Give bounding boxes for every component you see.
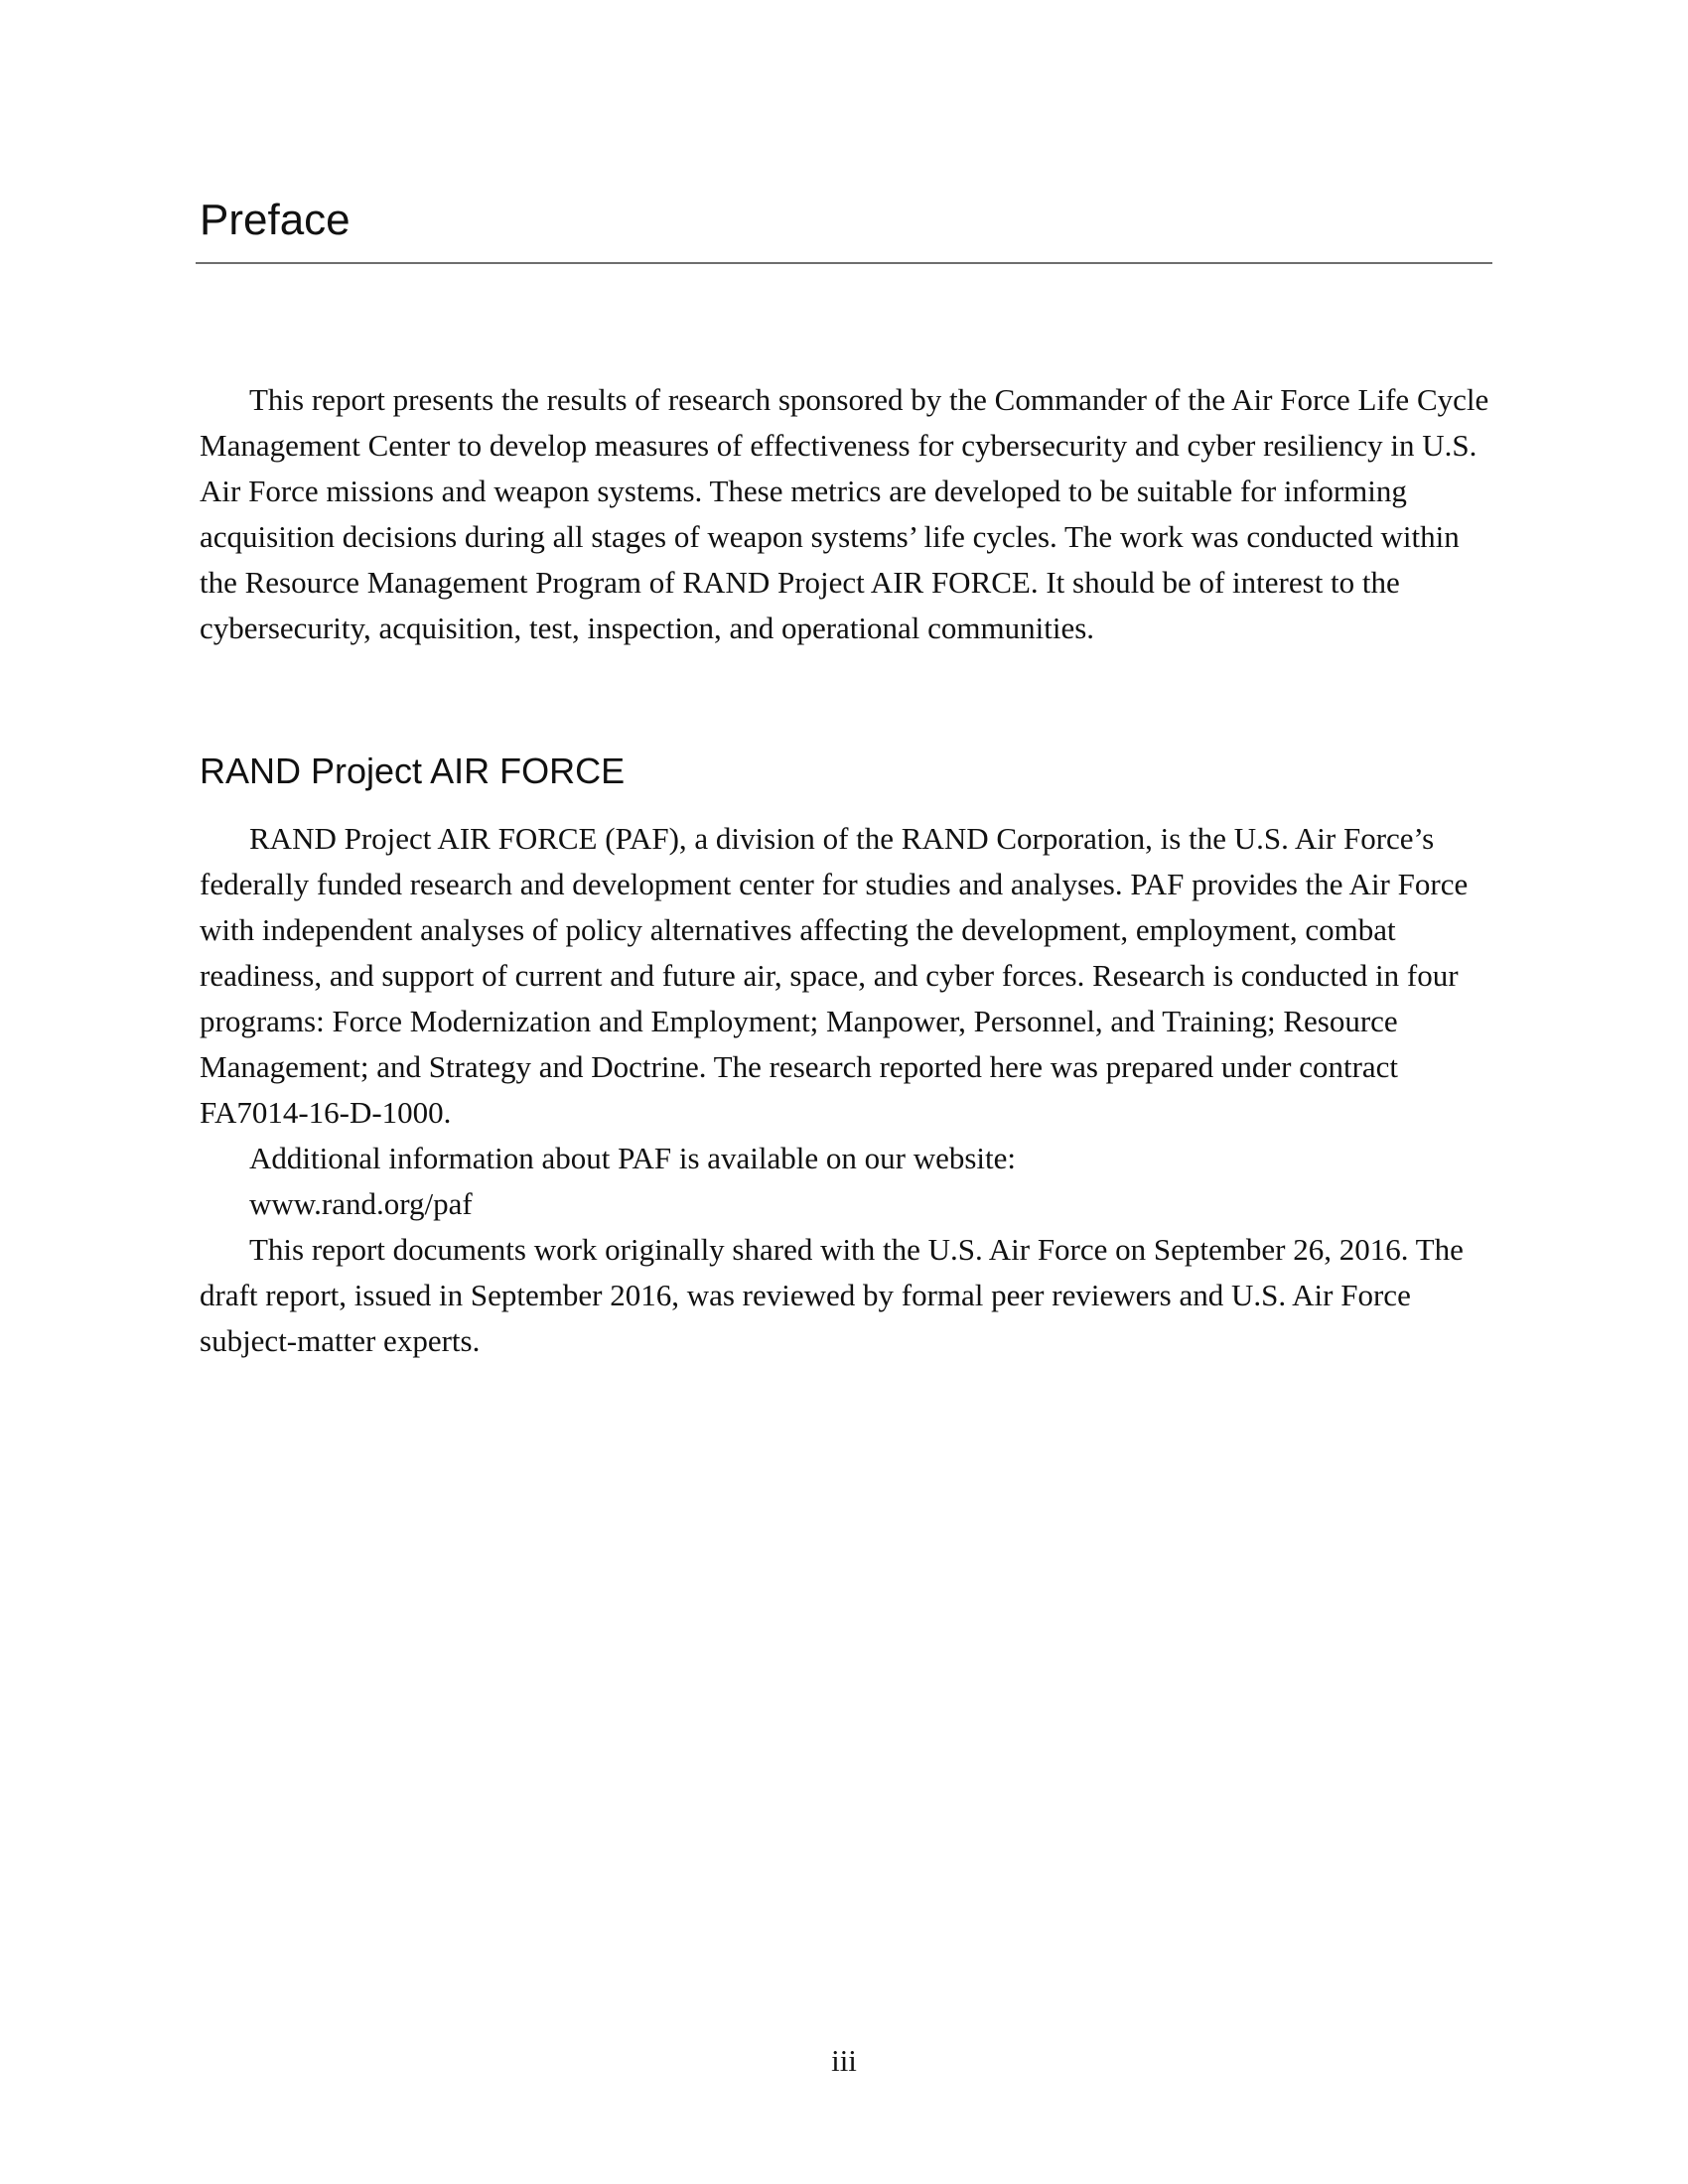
section-heading-paf: RAND Project AIR FORCE <box>200 751 626 791</box>
paf-paragraph-website-intro: Additional information about PAF is available on our website: <box>249 1141 1017 1175</box>
page-number: iii <box>831 2043 857 2078</box>
paf-section <box>200 816 1490 1364</box>
paf-paragraph-review: This report documents work originally shared with the U.S. Air Force on September 26, 2016. The draft report, issued in September 2016, was reviewed by formal peer reviewers and U.S. Air Force subject-matter experts. <box>200 1232 1464 1358</box>
intro-paragraph: This report presents the results of research sponsored by the Commander of the Air Force Life Cycle Management Center to develop measures of effectiveness for cybersecurity and cyber resiliency in U.S. Air Force missions and weapon systems. These metrics are developed to be suitable for informing acquisition decisions during all stages of weapon systems’ life cycles. The work was conducted within the Resource Management Program of RAND Project AIR FORCE. It should be of interest to the cybersecurity, acquisition, test, inspection, and operational communities. <box>200 382 1489 645</box>
paf-website-link[interactable]: www.rand.org/paf <box>249 1186 473 1221</box>
title-divider <box>196 262 1492 264</box>
chapter-title: Preface <box>200 196 351 244</box>
intro-section <box>200 377 1490 651</box>
paf-paragraph-description: RAND Project AIR FORCE (PAF), a division of the RAND Corporation, is the U.S. Air Force’s federally funded research and development center for studies and analyses. PAF provides the Air Force with independent analyses of policy alternatives affecting the development, employment, combat readiness, and support of current and future air, space, and cyber forces. Research is conducted in four programs: Force Modernization and Employment; Manpower, Personnel, and Training; Resource Management; and Strategy and Doctrine. The research reported here was prepared under contract FA7014-16-D-1000. <box>200 821 1469 1130</box>
